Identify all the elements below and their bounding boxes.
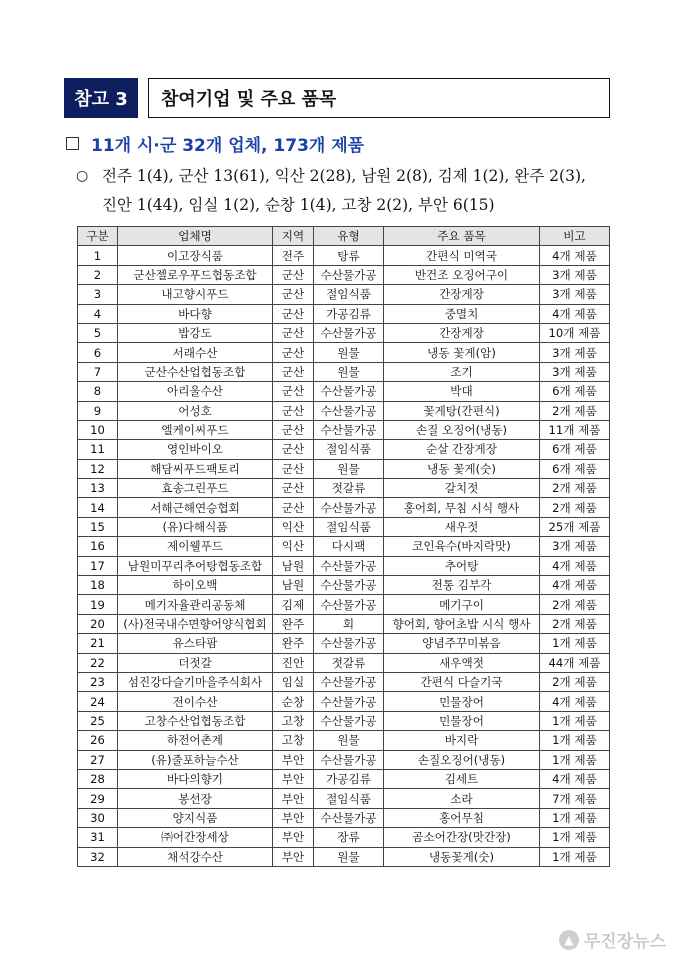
header-col-region: 지역 bbox=[273, 227, 314, 246]
table-row bbox=[78, 362, 610, 381]
cell-col-type: 젓갈류 bbox=[314, 479, 384, 498]
watermark-text: 무진장뉴스 bbox=[583, 932, 666, 952]
cell-col-type: 수산물가공 bbox=[314, 576, 384, 595]
cell-col-product: 추어탕 bbox=[384, 556, 540, 575]
cell-col-note: 6개 제품 bbox=[540, 440, 610, 459]
cell-col-note: 2개 제품 bbox=[540, 595, 610, 614]
cell-col-note: 1개 제품 bbox=[540, 750, 610, 769]
table-row bbox=[78, 401, 610, 420]
table-row bbox=[78, 459, 610, 478]
cell-col-region: 고창 bbox=[273, 711, 314, 730]
cell-col-region: 군산 bbox=[273, 382, 314, 401]
cell-col-region: 군산 bbox=[273, 420, 314, 439]
cell-col-number: 22 bbox=[78, 653, 118, 672]
cell-col-company: 봉선장 bbox=[118, 789, 273, 808]
cell-col-note: 10개 제품 bbox=[540, 323, 610, 342]
cell-col-company: 서해근해연승협회 bbox=[118, 498, 273, 517]
table-row bbox=[78, 672, 610, 691]
subheading-text: 11개 시·군 32개 업체, 173개 제품 bbox=[91, 135, 365, 156]
table-row bbox=[78, 789, 610, 808]
cell-col-region: 군산 bbox=[273, 304, 314, 323]
cell-col-region: 전주 bbox=[273, 246, 314, 265]
table-row bbox=[78, 808, 610, 827]
cell-col-product: 냉동 꽃게(숫) bbox=[384, 459, 540, 478]
cell-col-type: 수산물가공 bbox=[314, 401, 384, 420]
cell-col-product: 홍어무침 bbox=[384, 808, 540, 827]
cell-col-product: 냉동꽃게(숫) bbox=[384, 847, 540, 866]
cell-col-number: 14 bbox=[78, 498, 118, 517]
cell-col-number: 27 bbox=[78, 750, 118, 769]
cell-col-note: 1개 제품 bbox=[540, 731, 610, 750]
cell-col-product: 메기구이 bbox=[384, 595, 540, 614]
cell-col-product: 손질 오징어(냉동) bbox=[384, 420, 540, 439]
table-row bbox=[78, 595, 610, 614]
cell-col-type: 원물 bbox=[314, 362, 384, 381]
mountain-logo-icon: ▲ bbox=[559, 930, 579, 950]
checkbox-square-icon bbox=[66, 137, 79, 150]
table-row bbox=[78, 731, 610, 750]
table-row bbox=[78, 750, 610, 769]
cell-col-company: 이고장식품 bbox=[118, 246, 273, 265]
cell-col-region: 남원 bbox=[273, 556, 314, 575]
cell-col-product: 향어회, 향어초밥 시식 행사 bbox=[384, 614, 540, 633]
cell-col-product: 박대 bbox=[384, 382, 540, 401]
cell-col-number: 6 bbox=[78, 343, 118, 362]
header-col-company: 업체명 bbox=[118, 227, 273, 246]
cell-col-type: 수산물가공 bbox=[314, 692, 384, 711]
cell-col-company: 하전어촌계 bbox=[118, 731, 273, 750]
cell-col-type: 수산물가공 bbox=[314, 808, 384, 827]
cell-col-product: 반건조 오징어구이 bbox=[384, 265, 540, 284]
cell-col-company: 남원미꾸리추어탕협동조합 bbox=[118, 556, 273, 575]
bullet-circle-icon: ○ bbox=[76, 168, 89, 184]
cell-col-number: 9 bbox=[78, 401, 118, 420]
cell-col-type: 가공김류 bbox=[314, 769, 384, 788]
cell-col-number: 3 bbox=[78, 285, 118, 304]
cell-col-region: 남원 bbox=[273, 576, 314, 595]
cell-col-product: 양념주꾸미볶음 bbox=[384, 634, 540, 653]
cell-col-region: 부안 bbox=[273, 828, 314, 847]
cell-col-note: 11개 제품 bbox=[540, 420, 610, 439]
cell-col-region: 완주 bbox=[273, 614, 314, 633]
cell-col-note: 2개 제품 bbox=[540, 401, 610, 420]
cell-col-type: 다시팩 bbox=[314, 537, 384, 556]
cell-col-company: 바다향 bbox=[118, 304, 273, 323]
table-row bbox=[78, 323, 610, 342]
cell-col-number: 31 bbox=[78, 828, 118, 847]
cell-col-product: 조기 bbox=[384, 362, 540, 381]
cell-col-company: 더젓갈 bbox=[118, 653, 273, 672]
cell-col-note: 6개 제품 bbox=[540, 459, 610, 478]
cell-col-region: 군산 bbox=[273, 479, 314, 498]
cell-col-company: 서래수산 bbox=[118, 343, 273, 362]
table-header-row bbox=[78, 227, 610, 246]
cell-col-note: 3개 제품 bbox=[540, 362, 610, 381]
cell-col-number: 29 bbox=[78, 789, 118, 808]
table-row bbox=[78, 285, 610, 304]
reference-tag: 참고 3 bbox=[64, 78, 138, 118]
cell-col-note: 2개 제품 bbox=[540, 614, 610, 633]
cell-col-note: 4개 제품 bbox=[540, 246, 610, 265]
cell-col-company: 효송그린푸드 bbox=[118, 479, 273, 498]
cell-col-product: 순살 간장게장 bbox=[384, 440, 540, 459]
cell-col-note: 1개 제품 bbox=[540, 828, 610, 847]
cell-col-company: 바다의향기 bbox=[118, 769, 273, 788]
cell-col-number: 13 bbox=[78, 479, 118, 498]
table-row bbox=[78, 769, 610, 788]
cell-col-product: 냉동 꽃게(암) bbox=[384, 343, 540, 362]
cell-col-type: 수산물가공 bbox=[314, 420, 384, 439]
cell-col-note: 6개 제품 bbox=[540, 382, 610, 401]
header-col-number: 구분 bbox=[78, 227, 118, 246]
cell-col-type: 수산물가공 bbox=[314, 750, 384, 769]
table-row bbox=[78, 420, 610, 439]
cell-col-type: 수산물가공 bbox=[314, 498, 384, 517]
cell-col-number: 26 bbox=[78, 731, 118, 750]
cell-col-product: 소라 bbox=[384, 789, 540, 808]
cell-col-product: 홍어회, 무침 시식 행사 bbox=[384, 498, 540, 517]
cell-col-company: ㈜어간장세상 bbox=[118, 828, 273, 847]
cell-col-note: 3개 제품 bbox=[540, 343, 610, 362]
cell-col-company: 해담씨푸드팩토리 bbox=[118, 459, 273, 478]
cell-col-type: 절임식품 bbox=[314, 517, 384, 536]
cell-col-company: 제이웰푸드 bbox=[118, 537, 273, 556]
cell-col-type: 원물 bbox=[314, 343, 384, 362]
cell-col-number: 12 bbox=[78, 459, 118, 478]
cell-col-type: 수산물가공 bbox=[314, 265, 384, 284]
watermark bbox=[559, 927, 666, 952]
cell-col-region: 익산 bbox=[273, 517, 314, 536]
cell-col-number: 18 bbox=[78, 576, 118, 595]
section-header bbox=[64, 78, 612, 118]
table-row bbox=[78, 692, 610, 711]
cell-col-region: 완주 bbox=[273, 634, 314, 653]
cell-col-type: 수산물가공 bbox=[314, 711, 384, 730]
cell-col-number: 28 bbox=[78, 769, 118, 788]
cell-col-product: 코인육수(바지락맛) bbox=[384, 537, 540, 556]
header-col-note: 비고 bbox=[540, 227, 610, 246]
cell-col-number: 16 bbox=[78, 537, 118, 556]
cell-col-type: 수산물가공 bbox=[314, 595, 384, 614]
cell-col-note: 7개 제품 bbox=[540, 789, 610, 808]
cell-col-region: 군산 bbox=[273, 362, 314, 381]
cell-col-company: 하이오백 bbox=[118, 576, 273, 595]
cell-col-type: 원물 bbox=[314, 731, 384, 750]
cell-col-number: 5 bbox=[78, 323, 118, 342]
cell-col-type: 원물 bbox=[314, 847, 384, 866]
table-row bbox=[78, 634, 610, 653]
cell-col-note: 1개 제품 bbox=[540, 808, 610, 827]
cell-col-type: 수산물가공 bbox=[314, 556, 384, 575]
cell-col-company: 군산수산업협동조합 bbox=[118, 362, 273, 381]
cell-col-product: 바지락 bbox=[384, 731, 540, 750]
table-row bbox=[78, 711, 610, 730]
cell-col-number: 20 bbox=[78, 614, 118, 633]
cell-col-product: 꽃게탕(간편식) bbox=[384, 401, 540, 420]
cell-col-company: 양지식품 bbox=[118, 808, 273, 827]
table-row bbox=[78, 479, 610, 498]
cell-col-number: 10 bbox=[78, 420, 118, 439]
cell-col-type: 원물 bbox=[314, 459, 384, 478]
cell-col-product: 곰소어간장(맛간장) bbox=[384, 828, 540, 847]
cell-col-number: 15 bbox=[78, 517, 118, 536]
cell-col-region: 군산 bbox=[273, 343, 314, 362]
cell-col-company: 채석강수산 bbox=[118, 847, 273, 866]
cell-col-note: 2개 제품 bbox=[540, 479, 610, 498]
section-title: 참여기업 및 주요 품목 bbox=[148, 78, 610, 118]
cell-col-region: 군산 bbox=[273, 401, 314, 420]
cell-col-company: 내고향시푸드 bbox=[118, 285, 273, 304]
table-row bbox=[78, 576, 610, 595]
cell-col-type: 탕류 bbox=[314, 246, 384, 265]
cell-col-company: 유스타팜 bbox=[118, 634, 273, 653]
cell-col-company: 엘케이씨푸드 bbox=[118, 420, 273, 439]
cell-col-number: 11 bbox=[78, 440, 118, 459]
cell-col-product: 김세트 bbox=[384, 769, 540, 788]
cell-col-product: 새우액젓 bbox=[384, 653, 540, 672]
cell-col-type: 장류 bbox=[314, 828, 384, 847]
cell-col-type: 가공김류 bbox=[314, 304, 384, 323]
header-col-type: 유형 bbox=[314, 227, 384, 246]
cell-col-region: 군산 bbox=[273, 323, 314, 342]
cell-col-number: 19 bbox=[78, 595, 118, 614]
cell-col-number: 24 bbox=[78, 692, 118, 711]
summary-line-2: 진안 1(44), 임실 1(2), 순창 1(4), 고창 2(2), 부안 6(15) bbox=[102, 196, 495, 214]
cell-col-note: 1개 제품 bbox=[540, 634, 610, 653]
cell-col-region: 부안 bbox=[273, 769, 314, 788]
cell-col-note: 4개 제품 bbox=[540, 769, 610, 788]
cell-col-number: 17 bbox=[78, 556, 118, 575]
cell-col-product: 갈치젓 bbox=[384, 479, 540, 498]
cell-col-region: 부안 bbox=[273, 808, 314, 827]
table-row bbox=[78, 265, 610, 284]
cell-col-region: 고창 bbox=[273, 731, 314, 750]
cell-col-type: 수산물가공 bbox=[314, 672, 384, 691]
table-row bbox=[78, 382, 610, 401]
cell-col-company: (유)줄포하늘수산 bbox=[118, 750, 273, 769]
cell-col-company: 아리울수산 bbox=[118, 382, 273, 401]
cell-col-product: 간장게장 bbox=[384, 323, 540, 342]
table-row bbox=[78, 440, 610, 459]
cell-col-note: 3개 제품 bbox=[540, 265, 610, 284]
table-row bbox=[78, 614, 610, 633]
cell-col-number: 25 bbox=[78, 711, 118, 730]
cell-col-note: 2개 제품 bbox=[540, 672, 610, 691]
cell-col-region: 군산 bbox=[273, 265, 314, 284]
cell-col-region: 군산 bbox=[273, 285, 314, 304]
cell-col-note: 25개 제품 bbox=[540, 517, 610, 536]
cell-col-company: 어성호 bbox=[118, 401, 273, 420]
cell-col-type: 수산물가공 bbox=[314, 382, 384, 401]
table-row bbox=[78, 556, 610, 575]
cell-col-number: 7 bbox=[78, 362, 118, 381]
table-row bbox=[78, 246, 610, 265]
cell-col-note: 4개 제품 bbox=[540, 576, 610, 595]
cell-col-type: 수산물가공 bbox=[314, 634, 384, 653]
cell-col-region: 김제 bbox=[273, 595, 314, 614]
cell-col-note: 4개 제품 bbox=[540, 556, 610, 575]
cell-col-product: 손질오징어(냉동) bbox=[384, 750, 540, 769]
table-row bbox=[78, 653, 610, 672]
cell-col-number: 21 bbox=[78, 634, 118, 653]
cell-col-product: 민물장어 bbox=[384, 692, 540, 711]
cell-col-company: 고창수산업협동조합 bbox=[118, 711, 273, 730]
cell-col-company: 군산젤로우푸드협동조합 bbox=[118, 265, 273, 284]
cell-col-number: 30 bbox=[78, 808, 118, 827]
cell-col-number: 2 bbox=[78, 265, 118, 284]
cell-col-type: 절임식품 bbox=[314, 285, 384, 304]
cell-col-type: 회 bbox=[314, 614, 384, 633]
cell-col-company: 메기자율관리공동체 bbox=[118, 595, 273, 614]
cell-col-region: 임실 bbox=[273, 672, 314, 691]
cell-col-company: (사)전국내수면향어양식협회 bbox=[118, 614, 273, 633]
cell-col-product: 전통 김부각 bbox=[384, 576, 540, 595]
cell-col-product: 간장게장 bbox=[384, 285, 540, 304]
cell-col-number: 32 bbox=[78, 847, 118, 866]
cell-col-note: 4개 제품 bbox=[540, 304, 610, 323]
table-row bbox=[78, 343, 610, 362]
table-row bbox=[78, 304, 610, 323]
subheading bbox=[66, 131, 364, 155]
cell-col-product: 간편식 다슬기국 bbox=[384, 672, 540, 691]
company-table bbox=[77, 226, 610, 867]
cell-col-number: 8 bbox=[78, 382, 118, 401]
table-row bbox=[78, 847, 610, 866]
cell-col-product: 민물장어 bbox=[384, 711, 540, 730]
cell-col-region: 군산 bbox=[273, 440, 314, 459]
cell-col-number: 1 bbox=[78, 246, 118, 265]
cell-col-product: 새우젓 bbox=[384, 517, 540, 536]
cell-col-region: 순창 bbox=[273, 692, 314, 711]
cell-col-company: (유)다해식품 bbox=[118, 517, 273, 536]
cell-col-company: 밥강도 bbox=[118, 323, 273, 342]
cell-col-type: 절임식품 bbox=[314, 789, 384, 808]
cell-col-company: 섬진강다슬기마을주식회사 bbox=[118, 672, 273, 691]
header-col-product: 주요 품목 bbox=[384, 227, 540, 246]
cell-col-region: 부안 bbox=[273, 750, 314, 769]
cell-col-region: 군산 bbox=[273, 459, 314, 478]
cell-col-note: 3개 제품 bbox=[540, 285, 610, 304]
cell-col-region: 익산 bbox=[273, 537, 314, 556]
cell-col-note: 2개 제품 bbox=[540, 498, 610, 517]
cell-col-number: 23 bbox=[78, 672, 118, 691]
cell-col-number: 4 bbox=[78, 304, 118, 323]
cell-col-note: 3개 제품 bbox=[540, 537, 610, 556]
table-row bbox=[78, 537, 610, 556]
table-row bbox=[78, 517, 610, 536]
cell-col-type: 절임식품 bbox=[314, 440, 384, 459]
cell-col-region: 부안 bbox=[273, 789, 314, 808]
cell-col-note: 1개 제품 bbox=[540, 711, 610, 730]
cell-col-region: 진안 bbox=[273, 653, 314, 672]
table-body bbox=[78, 246, 610, 867]
cell-col-note: 1개 제품 bbox=[540, 847, 610, 866]
cell-col-company: 영인바이오 bbox=[118, 440, 273, 459]
cell-col-note: 4개 제품 bbox=[540, 692, 610, 711]
table-row bbox=[78, 828, 610, 847]
summary-line-1: 전주 1(4), 군산 13(61), 익산 2(28), 남원 2(8), 김제 1(2), 완주 2(3), bbox=[102, 167, 586, 185]
cell-col-product: 간편식 미역국 bbox=[384, 246, 540, 265]
cell-col-type: 수산물가공 bbox=[314, 323, 384, 342]
table-row bbox=[78, 498, 610, 517]
cell-col-company: 전이수산 bbox=[118, 692, 273, 711]
cell-col-region: 군산 bbox=[273, 498, 314, 517]
cell-col-product: 중멸치 bbox=[384, 304, 540, 323]
cell-col-note: 44개 제품 bbox=[540, 653, 610, 672]
cell-col-type: 젓갈류 bbox=[314, 653, 384, 672]
cell-col-region: 부안 bbox=[273, 847, 314, 866]
